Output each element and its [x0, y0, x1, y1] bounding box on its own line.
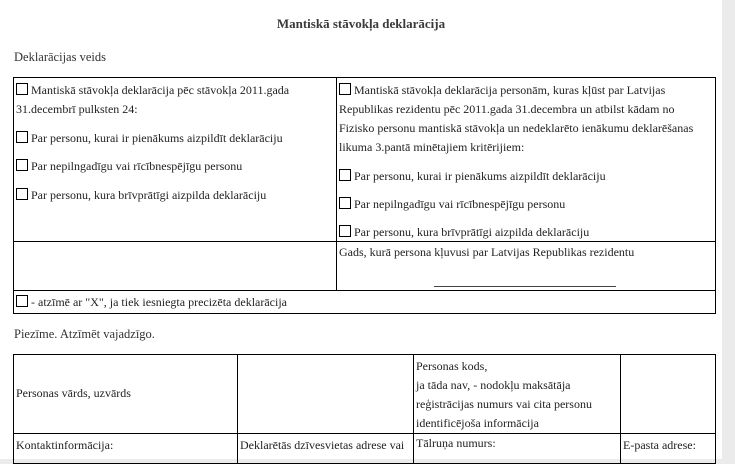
person-col-divider-1	[237, 354, 238, 464]
person-code-line1: Personas kods,	[416, 359, 488, 373]
left-option-1-label: Par personu, kurai ir pienākums aizpildīt deklarāciju	[31, 131, 283, 145]
precised-label: - atzīmē ar "X", ja tiek iesniegta precizēta deklarācija	[31, 295, 287, 309]
email-label: E-pasta adrese:	[623, 438, 696, 452]
left-heading-line1: Mantiskā stāvokļa deklarācija pēc stāvokļa 2011.gada	[31, 83, 290, 97]
name-label: Personas vārds, uzvārds	[16, 386, 131, 400]
person-code-line2: ja tāda nav, - nodokļu maksātāja	[416, 378, 571, 392]
right-heading-line4: likuma 3.pantā minētajiem kritērijiem:	[339, 140, 525, 154]
phone-label: Tālruņa numurs:	[416, 436, 496, 450]
checkbox-right-option-1[interactable]	[339, 169, 351, 181]
right-heading-line2: Republikas rezidentu pēc 2011.gada 31.decembra un atbilst kādam no	[339, 102, 675, 116]
contact-label: Kontaktinformācija:	[16, 438, 114, 452]
right-option-3	[339, 225, 589, 240]
residency-year-label: Gads, kurā persona kļuvusi par Latvijas Republikas rezidentu	[339, 245, 635, 259]
right-option-2-label: Par nepilngadīgu vai rīcībnespējīgu personu	[354, 197, 566, 211]
right-option-2	[339, 197, 565, 212]
right-option-1	[339, 169, 606, 184]
row-divider	[13, 241, 716, 242]
person-code-line4: identificējoša informācija	[416, 416, 539, 430]
person-col-divider-2	[413, 354, 414, 464]
left-heading	[16, 81, 289, 119]
right-option-3-label: Par personu, kura brīvprātīgi aizpilda deklarāciju	[354, 225, 590, 239]
note-text: Piezīme. Atzīmēt vajadzīgo.	[14, 327, 155, 341]
checkbox-left-heading[interactable]	[16, 83, 28, 95]
checkbox-right-option-2[interactable]	[339, 197, 351, 209]
left-option-3	[16, 188, 266, 203]
right-heading	[339, 81, 693, 157]
left-option-2-label: Par nepilngadīgu vai rīcībnespējīgu personu	[31, 159, 243, 173]
right-heading-line3: Fizisko personu mantiskā stāvokļa un nedeklarēto ienākumu deklarēšanas	[339, 121, 694, 135]
person-col-divider-3	[620, 354, 621, 464]
residency-year-field[interactable]	[434, 286, 616, 287]
checkbox-right-option-3[interactable]	[339, 225, 351, 237]
left-option-1	[16, 131, 283, 146]
page-title: Mantiskā stāvokļa deklarācija	[276, 16, 446, 31]
address-label: Deklarētās dzīvesvietas adrese vai	[240, 438, 405, 452]
person-code-label	[416, 357, 592, 433]
left-option-2	[16, 159, 242, 174]
checkbox-left-option-1[interactable]	[16, 131, 28, 143]
checkbox-left-option-3[interactable]	[16, 188, 28, 200]
column-divider	[336, 77, 337, 291]
checkbox-precised[interactable]	[16, 295, 28, 307]
left-option-3-label: Par personu, kura brīvprātīgi aizpilda deklarāciju	[31, 188, 267, 202]
checkbox-right-heading[interactable]	[339, 83, 351, 95]
person-row-divider	[13, 433, 716, 434]
person-code-line3: reģistrācijas numurs vai cita personu	[416, 397, 592, 411]
precised-declaration	[16, 295, 287, 310]
right-heading-line1: Mantiskā stāvokļa deklarācija personām, kuras kļūst par Latvijas	[354, 83, 666, 97]
checkbox-left-option-2[interactable]	[16, 159, 28, 171]
section-label: Deklarācijas veids	[14, 50, 106, 64]
left-heading-line2: 31.decembrī pulksten 24:	[16, 102, 138, 116]
right-option-1-label: Par personu, kurai ir pienākums aizpildīt deklarāciju	[354, 169, 606, 183]
